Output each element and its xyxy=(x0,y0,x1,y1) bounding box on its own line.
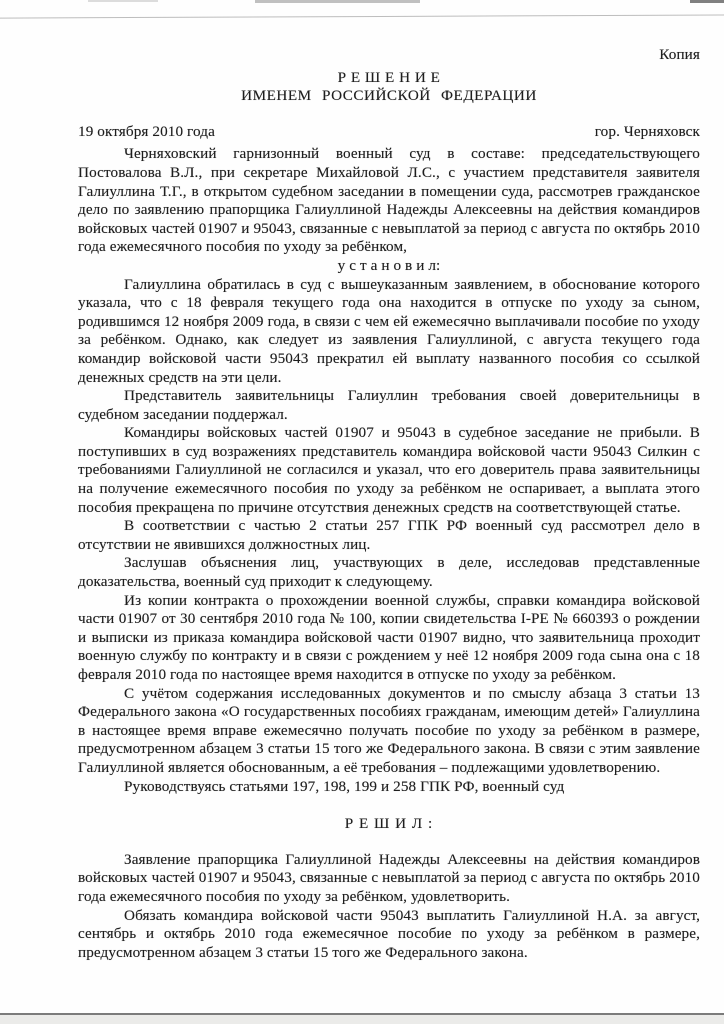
decision-date: 19 октября 2010 года xyxy=(78,122,215,140)
document-body xyxy=(78,46,700,962)
ruling-paragraph: Заявление прапорщика Галиуллиной Надежды Алексеевны на действия командиров войсковых частей 01907 и 95043, связанные с невыплатой за период с августа по октябрь 2010 года ежемесячного пособия по уходу за ребёнком, удовлетворить. xyxy=(78,850,700,905)
findings-paragraph: Руководствуясь статьями 197, 198, 199 и 258 ГПК РФ, военный суд xyxy=(124,777,565,795)
findings-paragraph: В соответствии с частью 2 статьи 257 ГПК РФ военный суд рассмотрел дело в отсутствии не явившихся должностных лиц. xyxy=(78,517,700,553)
findings-paragraph: Галиуллина обратилась в суд с вышеуказанным заявлением, в обоснование которого указала, что с 18 февраля текущего года она находится в отпуске по уходу за сыном, родившимся 12 ноября 2009 года, в связи с чем ей ежемесячно выплачивали пособие по уходу за ребёнком. Однако, как следует из заявления Галиуллиной, с августа текущего года командир войсковой части 95043 прекратил ей выплату названного пособия со ссылкой денежных средств на эти цели. xyxy=(78,275,700,386)
dateline xyxy=(78,123,700,142)
findings-paragraph: С учётом содержания исследованных документов и по смыслу абзаца 3 статьи 13 Федерального закона «О государственных пособиях гражданам, имеющим детей» Галиуллина в настоящее время вправе ежемесячно получать пособие по уходу за ребёнком в размере, предусмотренном абзацем 3 статьи 15 того же Федерального закона. В связи с этим заявление Галиуллиной является обоснованным, а её требования – подлежащими удовлетворению. xyxy=(78,684,700,776)
scan-artifact-smudge xyxy=(88,0,158,2)
decision-title: Р Е Ш Е Н И Е xyxy=(337,68,441,86)
scan-artifact-strip xyxy=(0,1015,724,1024)
intro-paragraph: Черняховский гарнизонный военный суд в составе: председательствующего Постовалова В.Л., при секретаре Михайловой Л.С., с участием представителя заявителя Галиуллина Т.Г., в открытом судебном заседании в помещении суда, рассмотрев гражданское дело по заявлению прапорщика Галиуллиной Надежды Алексеевны на действия командиров войсковых частей 01907 и 95043, связанные с невыплатой за период с августа по октябрь 2010 года ежемесячного пособия по уходу за ребёнком, xyxy=(78,145,700,256)
scan-artifact-smudge xyxy=(690,0,724,3)
scan-artifact-smudge xyxy=(255,0,420,3)
findings-paragraph: Командиры войсковых частей 01907 и 95043 в судебное заседание не прибыли. В поступивших в суд возражениях представитель командира войсковой части 95043 Силкин с требованиями Галиуллиной не согласился и указал, что его доверитель права заявительницы на получение ежемесячного пособия по уходу за ребёнком не оспаривает, а выплата этого пособия прекращена по причине отсутствия денежных средств на соответствующей статье. xyxy=(78,424,700,516)
ustanovil-heading: у с т а н о в и л: xyxy=(337,256,441,274)
findings-paragraph: Представитель заявительницы Галиуллин требования своей доверительницы в судебном заседании поддержал. xyxy=(78,387,700,423)
ruling-paragraph: Обязать командира войсковой части 95043 выплатить Галиуллиной Н.А. за август, сентябрь и октябрь 2010 года ежемесячное пособие по уходу за ребёнком в размере, предусмотренном абзацем 3 статьи 15 того же Федерального закона. xyxy=(78,906,700,961)
findings-paragraph: Заслушав объяснения лиц, участвующих в деле, исследовав представленные доказательства, военный суд приходит к следующему. xyxy=(78,554,700,591)
scan-artifact-line xyxy=(0,14,724,18)
reshil-heading: Р Е Ш И Л : xyxy=(344,815,434,833)
copy-stamp: Копия xyxy=(659,46,700,63)
findings-paragraph: Из копии контракта о прохождении военной службы, справки командира войсковой части 01907 от 30 сентября 2010 года № 100, копии свидетельства I-РЕ № 660393 о рождении и выписки из приказа командира войсковой части 01907 видно, что заявительница проходит военную службу по контракту и в связи с рождением у неё 12 ноября 2009 года сына она с 18 февраля 2010 года по настоящее время находится в отпуске по уходу за ребёнком. xyxy=(78,591,700,683)
decision-subtitle: ИМЕНЕМ РОССИЙСКОЙ ФЕДЕРАЦИИ xyxy=(241,87,537,105)
decision-city: гор. Черняховск xyxy=(594,122,700,140)
